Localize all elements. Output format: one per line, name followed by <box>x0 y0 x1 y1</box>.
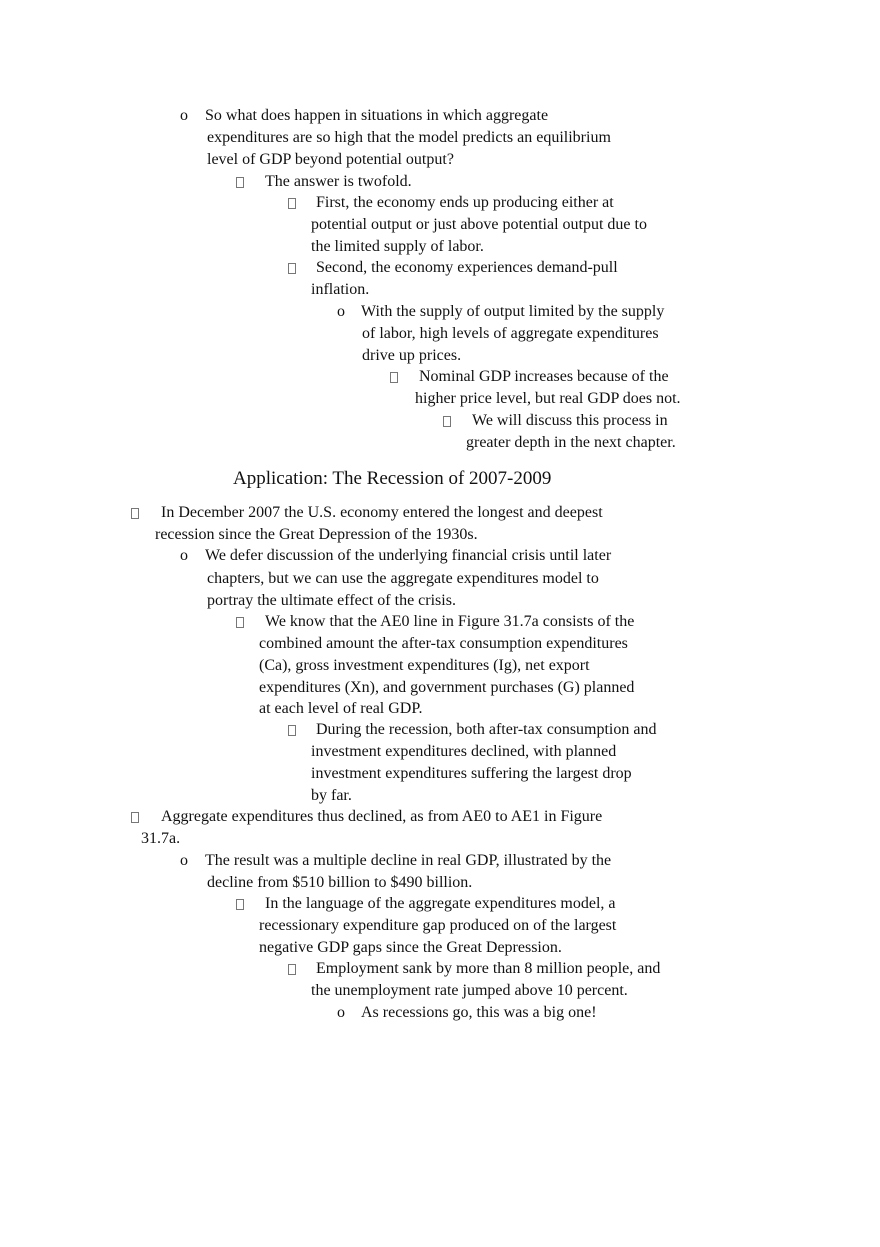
text-line: Second, the economy experiences demand-pull <box>316 259 618 276</box>
bullet-square <box>236 177 244 188</box>
text-line: at each level of real GDP. <box>259 700 423 717</box>
bullet-square <box>288 725 296 736</box>
bullet-o: o <box>180 547 188 564</box>
bullet-o: o <box>337 1004 345 1021</box>
text-line: In the language of the aggregate expenditures model, a <box>265 895 616 912</box>
bullet-square <box>131 812 139 823</box>
bullet-square <box>236 617 244 628</box>
text-line: Employment sank by more than 8 million people, and <box>316 960 661 977</box>
text-line: the unemployment rate jumped above 10 percent. <box>311 982 628 999</box>
text-line: We know that the AE0 line in Figure 31.7a consists of the <box>265 613 635 630</box>
text-line: higher price level, but real GDP does not. <box>415 390 681 407</box>
text-line: Aggregate expenditures thus declined, as from AE0 to AE1 in Figure <box>161 808 603 825</box>
bullet-square <box>288 198 296 209</box>
text-line: chapters, but we can use the aggregate expenditures model to <box>207 570 599 587</box>
text-line: recession since the Great Depression of the 1930s. <box>155 526 478 543</box>
text-line: expenditures (Xn), and government purchases (G) planned <box>259 679 635 696</box>
text-line: So what does happen in situations in which aggregate <box>205 107 549 124</box>
text-line: We will discuss this process in <box>472 412 668 429</box>
text-line: With the supply of output limited by the supply <box>361 303 665 320</box>
text-line: As recessions go, this was a big one! <box>361 1004 597 1021</box>
text-line: by far. <box>311 787 352 804</box>
text-line: expenditures are so high that the model predicts an equilibrium <box>207 129 611 146</box>
text-line: Nominal GDP increases because of the <box>419 368 669 385</box>
bullet-square <box>390 372 398 383</box>
bullet-square <box>288 263 296 274</box>
text-line: potential output or just above potential output due to <box>311 216 647 233</box>
bullet-square <box>443 416 451 427</box>
text-line: the limited supply of labor. <box>311 238 484 255</box>
text-line: decline from $510 billion to $490 billion. <box>207 874 473 891</box>
text-line: recessionary expenditure gap produced on of the largest <box>259 917 617 934</box>
text-line: level of GDP beyond potential output? <box>207 151 454 168</box>
text-line: We defer discussion of the underlying financial crisis until later <box>205 547 612 564</box>
text-line: investment expenditures suffering the largest drop <box>311 765 632 782</box>
text-line: inflation. <box>311 281 370 298</box>
bullet-square <box>236 899 244 910</box>
bullet-square <box>131 508 139 519</box>
bullet-o: o <box>337 303 345 320</box>
bullet-square <box>288 964 296 975</box>
text-line: (Ca), gross investment expenditures (Ig), net export <box>259 657 590 674</box>
text-line: combined amount the after-tax consumption expenditures <box>259 635 628 652</box>
section-heading: Application: The Recession of 2007-2009 <box>233 468 552 489</box>
text-line: The answer is twofold. <box>265 173 412 190</box>
text-line: investment expenditures declined, with planned <box>311 743 617 760</box>
bullet-o: o <box>180 107 188 124</box>
text-line: drive up prices. <box>362 347 462 364</box>
text-line: greater depth in the next chapter. <box>466 434 676 451</box>
text-line: First, the economy ends up producing either at <box>316 194 614 211</box>
text-line: During the recession, both after-tax consumption and <box>316 721 657 738</box>
bullet-o: o <box>180 852 188 869</box>
text-line: of labor, high levels of aggregate expenditures <box>362 325 659 342</box>
text-line: negative GDP gaps since the Great Depression. <box>259 939 562 956</box>
text-line: portray the ultimate effect of the crisis. <box>207 592 456 609</box>
text-line: 31.7a. <box>141 830 181 847</box>
text-line: The result was a multiple decline in real GDP, illustrated by the <box>205 852 612 869</box>
text-line: In December 2007 the U.S. economy entered the longest and deepest <box>161 504 603 521</box>
